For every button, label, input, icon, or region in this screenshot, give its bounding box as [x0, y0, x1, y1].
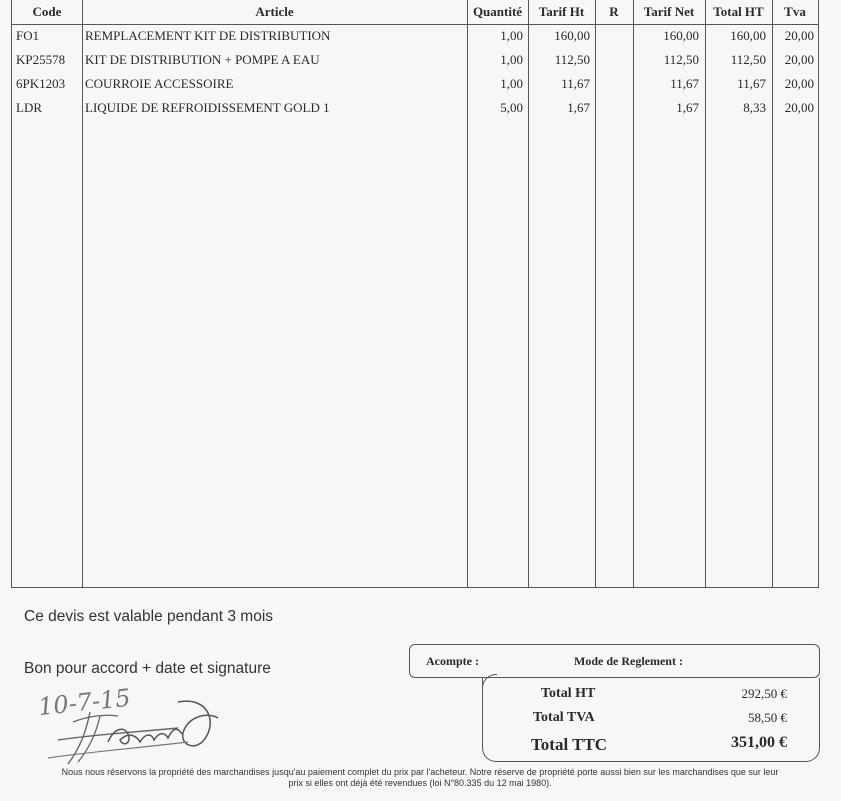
total-ht-label: Total HT: [541, 686, 596, 701]
total-tva-value: 58,50 €: [748, 710, 787, 725]
cell-tarif-net: 1,67: [676, 100, 699, 115]
cell-tva: 20,00: [784, 76, 814, 91]
cell-total-ht: 8,33: [743, 100, 766, 115]
cell-tarif-ht: 1,67: [567, 100, 590, 115]
totals-box: [482, 678, 820, 762]
cell-code: 6PK1203: [16, 76, 66, 91]
cell-tva: 20,00: [784, 100, 814, 115]
table-row: [12, 98, 820, 122]
header-tarif-net: Tarif Net: [643, 4, 695, 19]
cell-tarif-ht: 112,50: [554, 52, 590, 67]
cell-tva: 20,00: [784, 52, 814, 67]
header-tva: Tva: [784, 4, 806, 19]
cell-article: REMPLACEMENT KIT DE DISTRIBUTION: [85, 28, 331, 43]
footer-line: Nous nous réservons la propriété des marchandises jusqu'au paiement complet du prix par l'acheteur. Notre réserve de propriété porte aussi bien sur les marchandises que sur leur: [61, 767, 779, 777]
cell-code: LDR: [16, 100, 42, 115]
handwritten-date: 10-7-15: [36, 683, 132, 722]
header-divider: [11, 24, 819, 25]
payment-mode-label: Mode de Reglement :: [574, 654, 683, 668]
cell-total-ht: 160,00: [730, 28, 766, 43]
cell-quantite: 5,00: [500, 100, 523, 115]
total-tva-label: Total TVA: [533, 710, 595, 725]
cell-total-ht: 112,50: [730, 52, 766, 67]
cell-code: FO1: [16, 28, 40, 43]
cell-quantite: 1,00: [500, 52, 523, 67]
table-row: [12, 26, 820, 50]
items-table: [11, 0, 819, 588]
footer-line: prix si elles ont déjà été revendues (loi N°80.335 du 12 mai 1980).: [288, 778, 552, 788]
total-ttc-label: Total TTC: [531, 735, 608, 754]
header-r: R: [609, 4, 619, 19]
cell-total-ht: 11,67: [737, 76, 766, 91]
validity-note: Ce devis est valable pendant 3 mois: [24, 608, 274, 625]
cell-tarif-net: 112,50: [663, 52, 699, 67]
cell-tarif-ht: 160,00: [554, 28, 590, 43]
cell-tarif-ht: 11,67: [561, 76, 590, 91]
acompte-label: Acompte :: [426, 654, 479, 668]
cell-article: COURROIE ACCESSOIRE: [85, 76, 234, 91]
payment-box: [409, 644, 820, 678]
header-article: Article: [255, 4, 294, 19]
table-row: [12, 74, 820, 98]
cell-article: KIT DE DISTRIBUTION + POMPE A EAU: [85, 52, 320, 67]
total-ttc-value: 351,00 €: [731, 734, 787, 751]
cell-quantite: 1,00: [500, 28, 523, 43]
cell-code: KP25578: [16, 52, 66, 67]
legal-footer: [20, 767, 820, 789]
total-ht-value: 292,50 €: [741, 686, 787, 701]
cell-tarif-net: 11,67: [670, 76, 699, 91]
table-row: [12, 50, 820, 74]
header-quantite: Quantité: [472, 4, 523, 19]
header-tarif-ht: Tarif Ht: [538, 4, 585, 19]
cell-quantite: 1,00: [500, 76, 523, 91]
cell-tva: 20,00: [784, 28, 814, 43]
signature-image: [28, 682, 238, 770]
header-code: Code: [32, 4, 62, 19]
cell-tarif-net: 160,00: [663, 28, 699, 43]
header-total-ht: Total HT: [713, 4, 764, 19]
approval-label: Bon pour accord + date et signature: [24, 660, 271, 677]
cell-article: LIQUIDE DE REFROIDISSEMENT GOLD 1: [85, 100, 330, 115]
